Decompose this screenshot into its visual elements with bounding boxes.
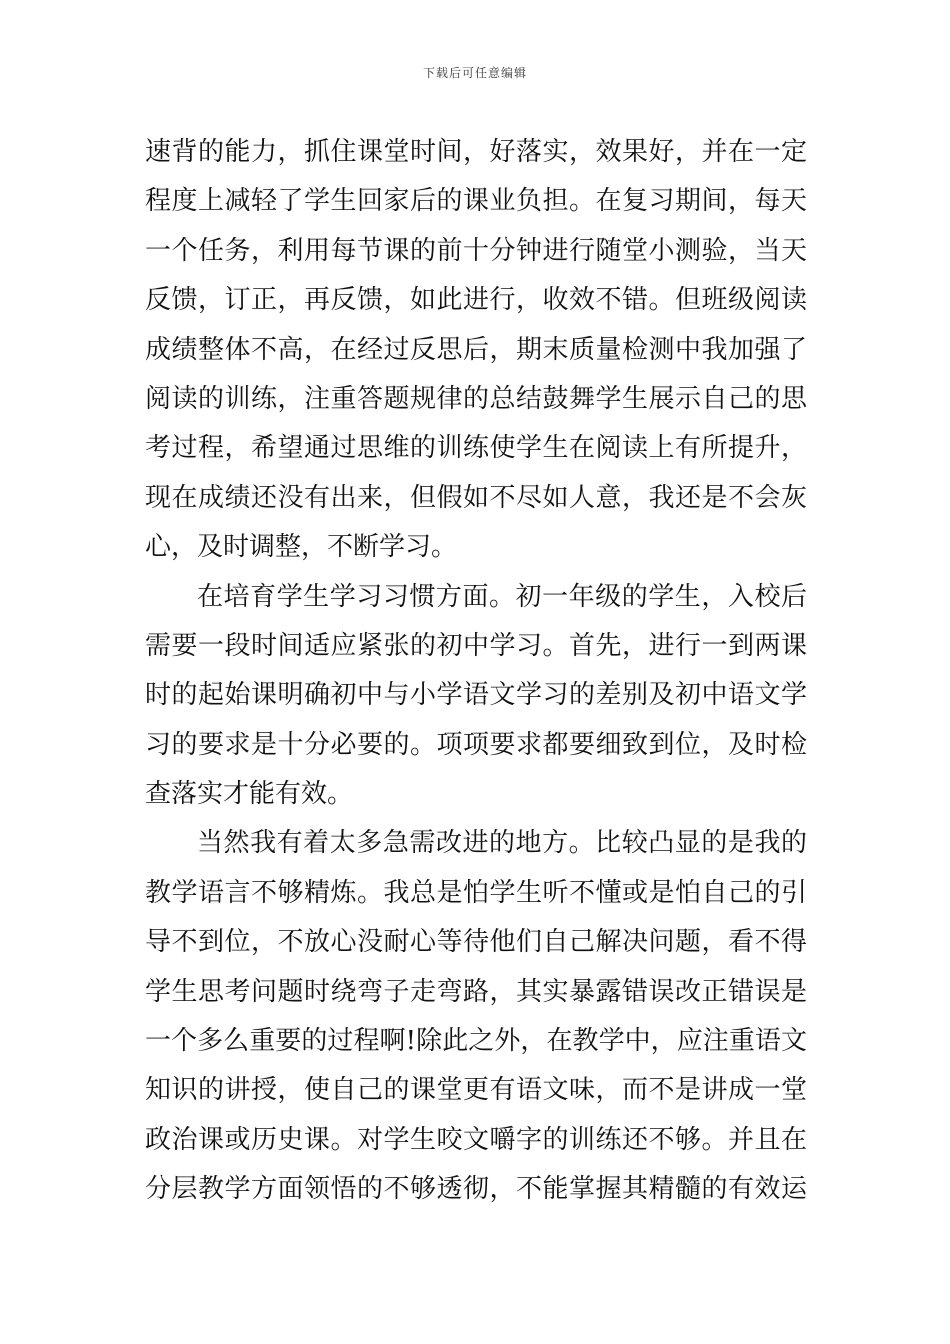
text-line: 需要一段时间适应紧张的初中学习。首先，进行一到两课 [145,630,807,661]
text-line: 政治课或历史课。对学生咬文嚼字的训练还不够。并且在 [145,1124,807,1155]
text-line: 在培育学生学习习惯方面。初一年级的学生，入校后 [197,581,807,612]
text-line: 习的要求是十分必要的。项项要求都要细致到位，及时检 [145,729,807,760]
paragraph-2 [145,573,807,820]
paragraph-1 [145,128,807,573]
text-line: 程度上减轻了学生回家后的课业负担。在复习期间，每天 [145,186,807,217]
page-header-note: 下载后可任意编辑 [422,66,527,80]
text-line: 当然我有着太多急需改进的地方。比较凸显的是我的 [197,828,807,859]
text-line: 反馈，订正，再反馈，如此进行，收效不错。但班级阅读 [145,285,807,316]
text-line: 速背的能力，抓住课堂时间，好落实，效果好，并在一定 [145,137,807,167]
text-line: 现在成绩还没有出来，但假如不尽如人意，我还是不会灰 [145,482,807,513]
text-line: 时的起始课明确初中与小学语文学习的差别及初中语文学 [145,680,807,711]
text-line: 分层教学方面领悟的不够透彻，不能掌握其精髓的有效运 [145,1174,807,1205]
text-line: 一个多么重要的过程啊!除此之外，在教学中，应注重语文 [145,1026,807,1057]
text-line: 一个任务，利用每节课的前十分钟进行随堂小测验，当天 [145,235,807,266]
text-line: 考过程，希望通过思维的训练使学生在阅读上有所提升， [145,433,807,464]
text-line: 阅读的训练，注重答题规律的总结鼓舞学生展示自己的思 [145,383,807,414]
text-line: 教学语言不够精炼。我总是怕学生听不懂或是怕自己的引 [145,877,807,908]
document-body [145,128,807,1215]
text-line: 心，及时调整，不断学习。 [145,532,458,563]
text-line: 知识的讲授，使自己的课堂更有语文味，而不是讲成一堂 [145,1075,807,1106]
text-line: 学生思考问题时绕弯子走弯路，其实暴露错误改正错误是 [145,976,807,1007]
paragraph-3 [145,819,807,1214]
text-line: 成绩整体不高，在经过反思后，期末质量检测中我加强了 [145,334,807,365]
text-line: 导不到位，不放心没耐心等待他们自己解决问题，看不得 [145,927,807,958]
text-line: 查落实才能有效。 [145,779,354,810]
